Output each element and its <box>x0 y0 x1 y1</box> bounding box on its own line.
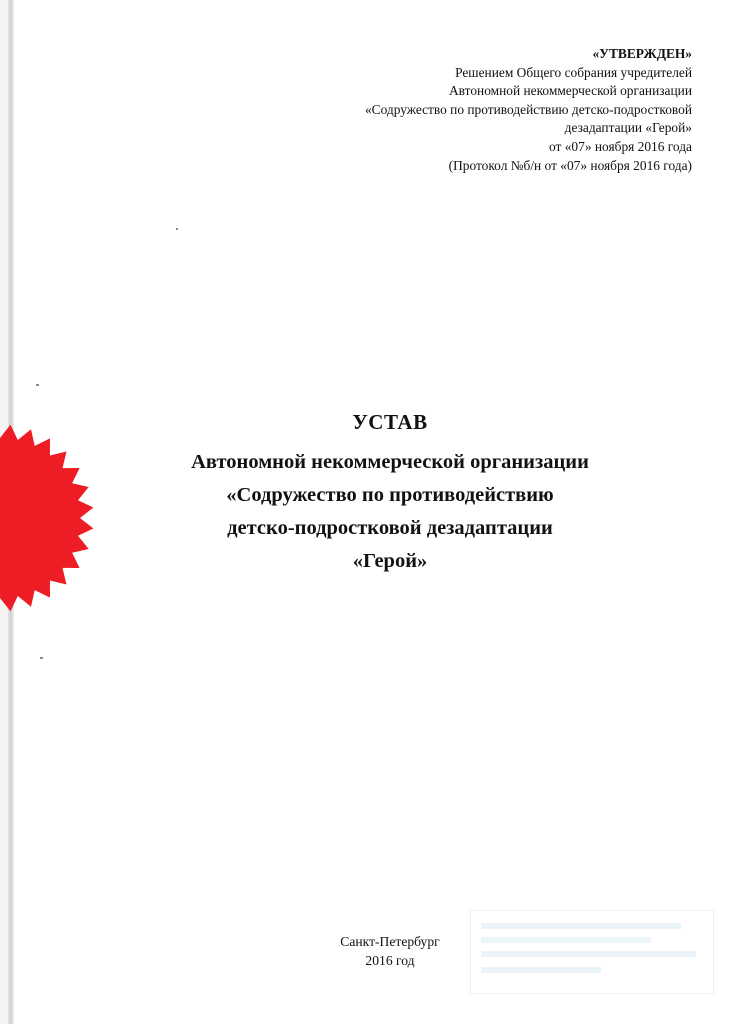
scan-speck <box>40 657 43 659</box>
document-type-heading: УСТАВ <box>352 410 428 434</box>
organization-name-line: Автономной некоммерческой организации <box>191 451 589 473</box>
approval-line: дезадаптации «Герой» <box>564 120 692 136</box>
approval-heading: «УТВЕРЖДЕН» <box>592 46 692 61</box>
scan-speck <box>176 228 178 230</box>
approval-block <box>252 45 692 175</box>
scan-speck <box>36 384 39 386</box>
approval-line: от «07» ноября 2016 года <box>549 138 692 154</box>
organization-name-line: «Содружество по противодействию <box>226 484 554 506</box>
approval-protocol-line: (Протокол №б/н от «07» ноября 2016 года) <box>448 157 692 173</box>
organization-name-line: детско-подростковой дезадаптации <box>227 517 553 539</box>
red-wax-seal-icon <box>0 424 110 612</box>
footer-city: Санкт-Петербург <box>340 934 440 949</box>
approval-line: Решением Общего собрания учредителей <box>455 64 692 80</box>
footer-year: 2016 год <box>365 952 415 968</box>
document-footer <box>250 933 530 970</box>
approval-line: «Содружество по противодействию детско-подростковой <box>364 101 692 117</box>
approval-line: Автономной некоммерческой организации <box>449 83 692 99</box>
document-title <box>80 408 700 578</box>
organization-name-line: «Герой» <box>352 550 428 572</box>
